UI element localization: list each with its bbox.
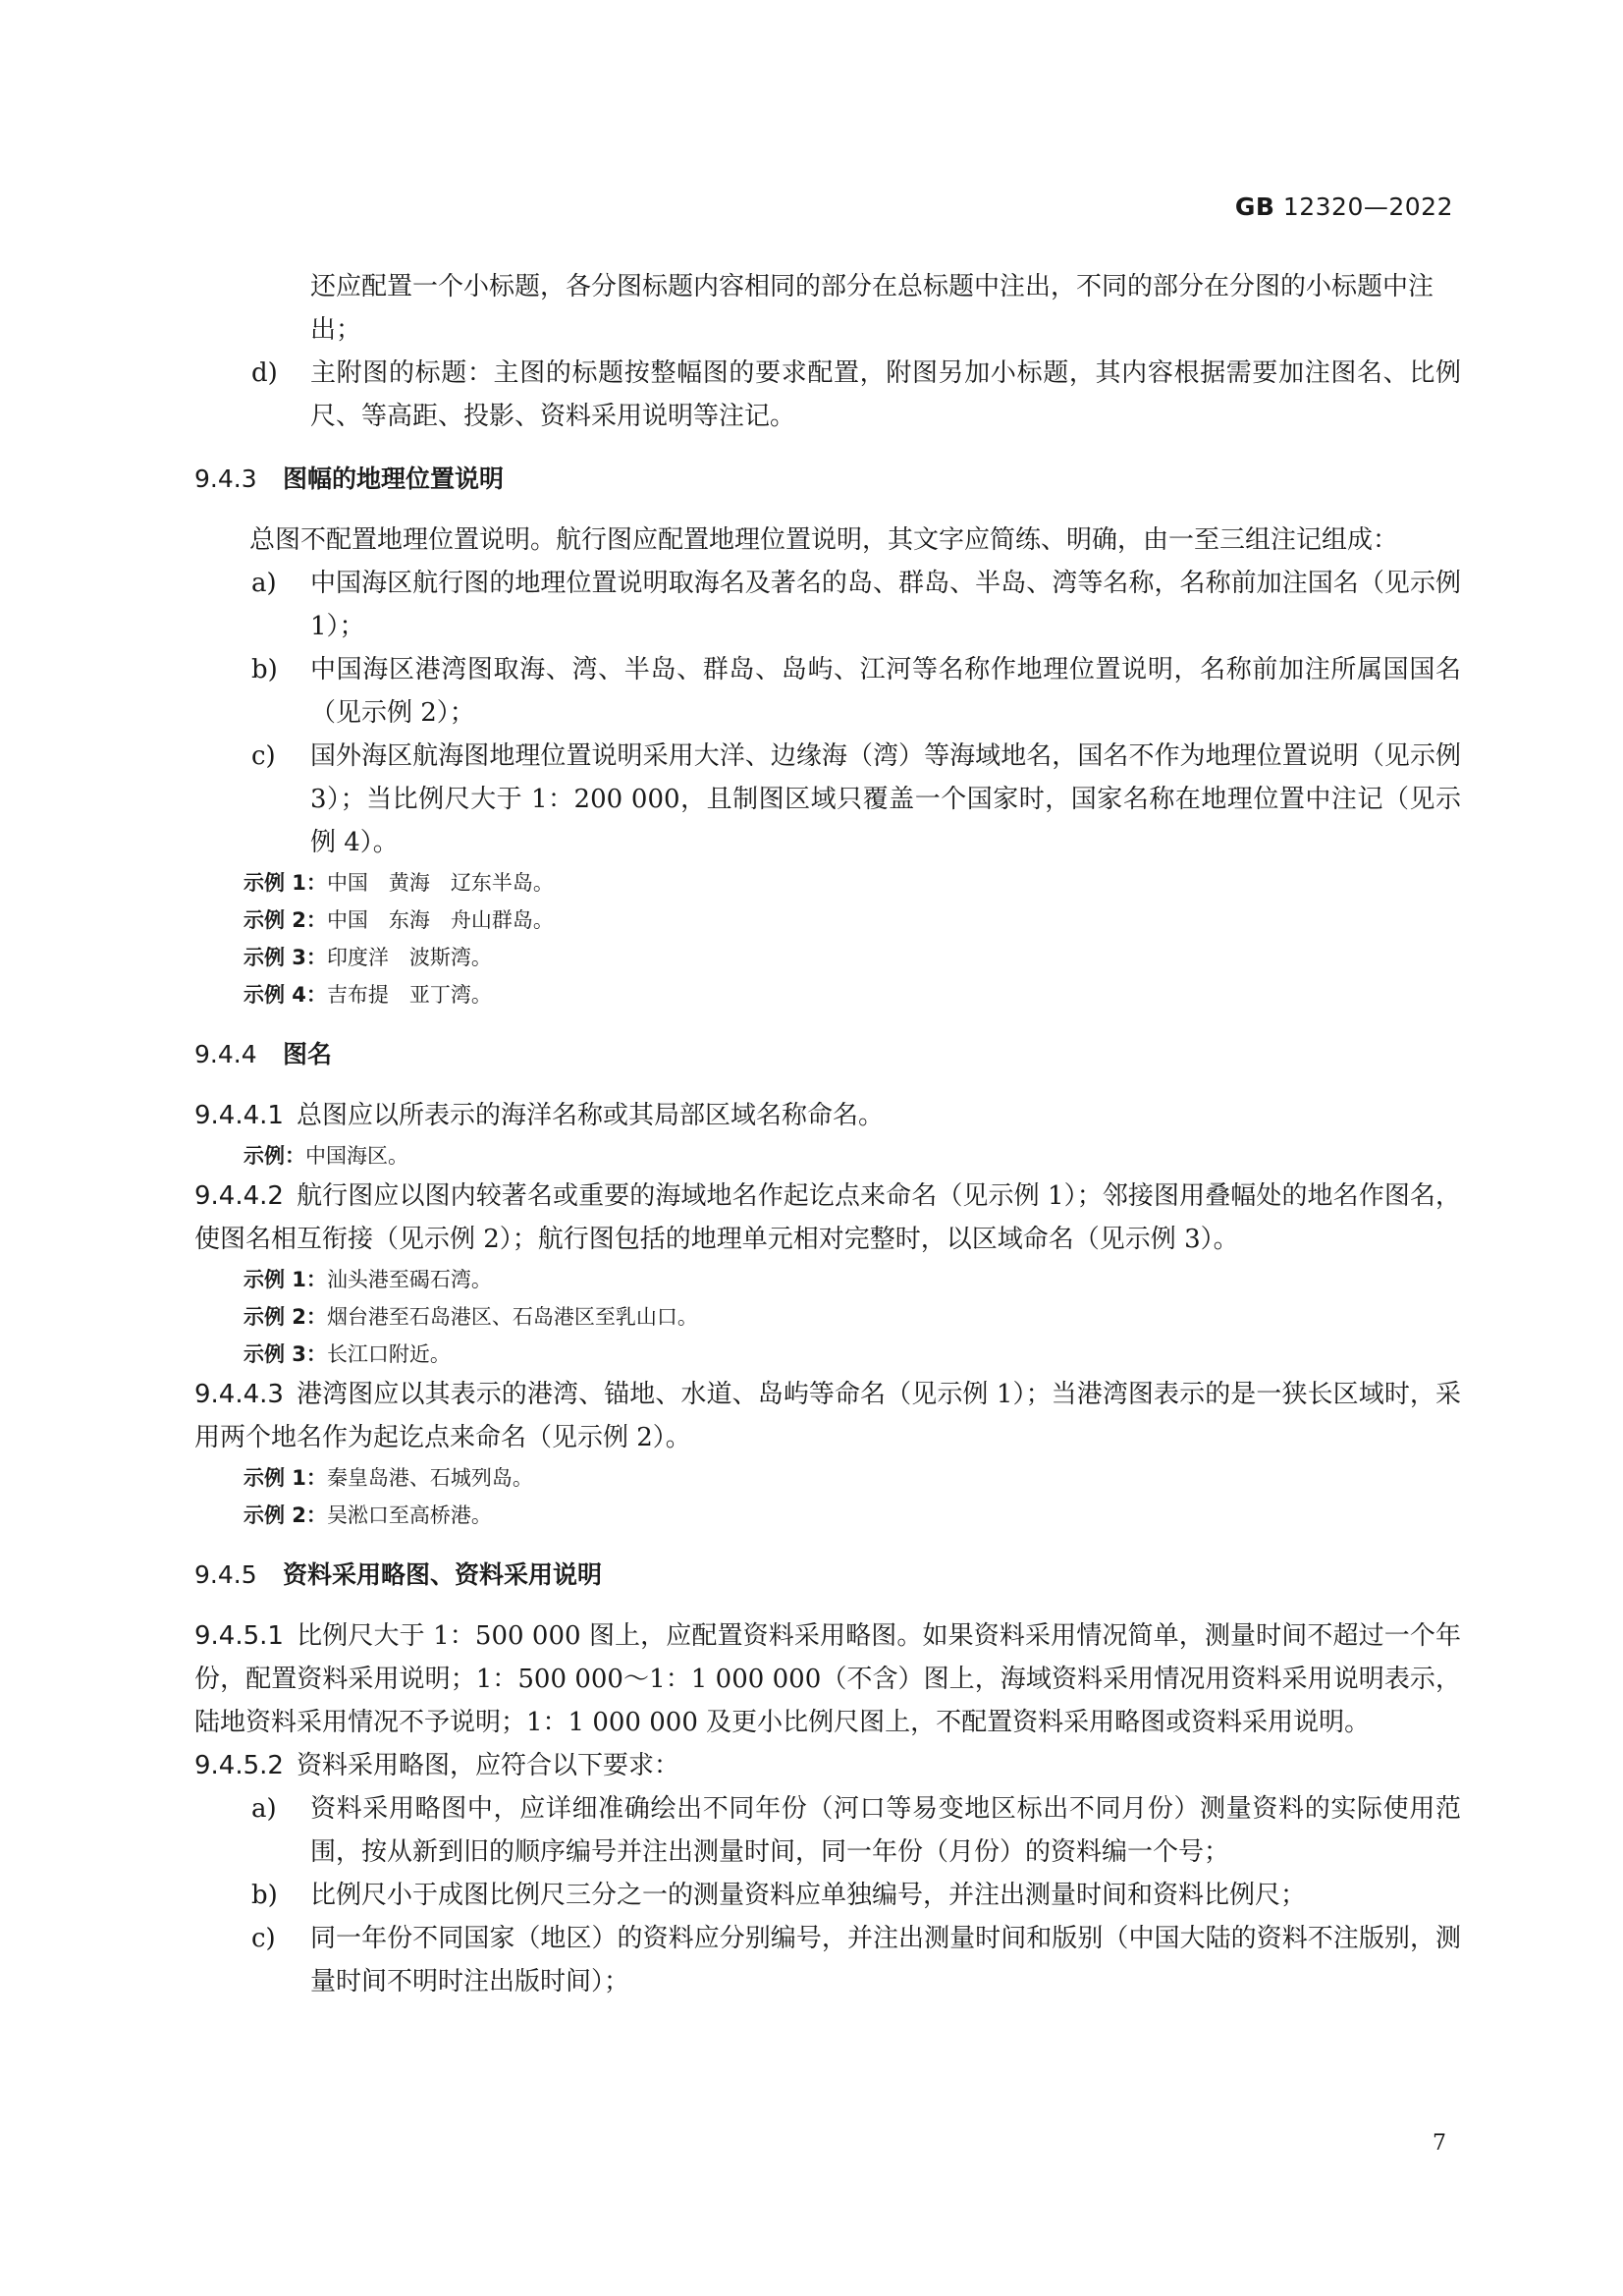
list-text: 主附图的标题：主图的标题按整幅图的要求配置，附图另加小标题，其内容根据需要加注图名、比例尺、等高距、投影、资料采用说明等注记。 bbox=[310, 358, 1461, 431]
example-tag: 示例 1： bbox=[243, 1466, 327, 1490]
example-tag: 示例 3： bbox=[243, 1342, 327, 1366]
clause-text: 资料采用略图，应符合以下要求： bbox=[297, 1751, 680, 1780]
example-text: 中国海区。 bbox=[305, 1144, 408, 1168]
example bbox=[194, 939, 1461, 976]
example-tag: 示例 4： bbox=[243, 983, 327, 1007]
example bbox=[194, 1459, 1461, 1497]
clause-number: 9.4.5.2 bbox=[194, 1751, 284, 1780]
section-title: 图幅的地理位置说明 bbox=[283, 465, 505, 493]
list-label: b) bbox=[251, 655, 278, 684]
section-title: 资料采用略图、资料采用说明 bbox=[283, 1560, 603, 1589]
example bbox=[194, 902, 1461, 939]
clause-9-4-4-2 bbox=[194, 1175, 1461, 1261]
code-prefix: GB bbox=[1234, 192, 1275, 221]
clause-number: 9.4.4.3 bbox=[194, 1380, 284, 1409]
example-text: 汕头港至碣石湾。 bbox=[326, 1268, 492, 1291]
clause-9-4-5-2 bbox=[194, 1744, 1461, 1787]
section-number: 9.4.4 bbox=[194, 1040, 257, 1068]
example bbox=[194, 1137, 1461, 1175]
example-tag: 示例 1： bbox=[243, 1268, 327, 1291]
clause-9-4-5-1 bbox=[194, 1614, 1461, 1744]
list-label: a) bbox=[251, 569, 277, 598]
example bbox=[194, 1261, 1461, 1298]
clause-9-4-4-3 bbox=[194, 1373, 1461, 1459]
list-label: a) bbox=[251, 1794, 277, 1824]
list-item bbox=[194, 1874, 1461, 1917]
clause-9-4-4-1 bbox=[194, 1094, 1461, 1137]
clause-number: 9.4.5.1 bbox=[194, 1621, 284, 1651]
list-label: c) bbox=[251, 1924, 276, 1953]
example bbox=[194, 976, 1461, 1013]
page-content bbox=[194, 265, 1461, 2003]
list-text: 资料采用略图中，应详细准确绘出不同年份（河口等易变地区标出不同月份）测量资料的实际使用范围，按从新到旧的顺序编号并注出测量时间，同一年份（月份）的资料编一个号； bbox=[310, 1794, 1461, 1867]
example-text: 烟台港至石岛港区、石岛港区至乳山口。 bbox=[326, 1305, 698, 1329]
list-item bbox=[194, 1787, 1461, 1874]
list-item bbox=[194, 648, 1461, 735]
example-text: 中国 东海 舟山群岛。 bbox=[326, 908, 554, 932]
example bbox=[194, 1336, 1461, 1373]
list-label: b) bbox=[251, 1881, 278, 1910]
paragraph: 总图不配置地理位置说明。航行图应配置地理位置说明，其文字应简练、明确，由一至三组注记组成： bbox=[249, 525, 1399, 555]
list-label: c) bbox=[251, 741, 276, 771]
section-title: 图名 bbox=[283, 1040, 333, 1068]
clause-number: 9.4.4.1 bbox=[194, 1101, 284, 1130]
example-text: 秦皇岛港、石城列岛。 bbox=[326, 1466, 533, 1490]
example-text: 印度洋 波斯湾。 bbox=[326, 946, 492, 969]
clause-text: 比例尺大于 1：500 000 图上，应配置资料采用略图。如果资料采用情况简单，测量时间不超过一个年份，配置资料采用说明；1：500 000～1：1 000 000（不含）图上，海域资料采用情况用资料采用说明表示，陆地资料采用情况不予说明；1：1 000 000 及更小比例尺图上，不配置资料采用略图或资料采用说明。 bbox=[194, 1621, 1461, 1737]
section-number: 9.4.3 bbox=[194, 465, 257, 493]
list-text: 同一年份不同国家（地区）的资料应分别编号，并注出测量时间和版别（中国大陆的资料不注版别，测量时间不明时注出版时间）； bbox=[310, 1924, 1461, 1996]
example bbox=[194, 864, 1461, 902]
example-tag: 示例 2： bbox=[243, 1503, 327, 1527]
example-text: 中国 黄海 辽东半岛。 bbox=[326, 871, 554, 895]
list-item-d bbox=[194, 352, 1461, 438]
list-item bbox=[194, 1917, 1461, 2003]
example bbox=[194, 1298, 1461, 1336]
example-tag: 示例 2： bbox=[243, 908, 327, 932]
clause-number: 9.4.4.2 bbox=[194, 1181, 284, 1211]
list-text: 比例尺小于成图比例尺三分之一的测量资料应单独编号，并注出测量时间和资料比例尺； bbox=[310, 1881, 1307, 1910]
page-number: 7 bbox=[1433, 2131, 1446, 2156]
example-text: 长江口附近。 bbox=[326, 1342, 451, 1366]
clause-text: 港湾图应以其表示的港湾、锚地、水道、岛屿等命名（见示例 1）；当港湾图表示的是一狭长区域时，采用两个地名作为起讫点来命名（见示例 2）。 bbox=[194, 1380, 1461, 1452]
example-text: 吴淞口至高桥港。 bbox=[326, 1503, 492, 1527]
list-text: 中国海区港湾图取海、湾、半岛、群岛、岛屿、江河等名称作地理位置说明，名称前加注所属国国名（见示例 2）； bbox=[310, 655, 1461, 728]
list-label: d) bbox=[251, 358, 278, 388]
example-text: 吉布提 亚丁湾。 bbox=[326, 983, 492, 1007]
list-text: 中国海区航行图的地理位置说明取海名及著名的岛、群岛、半岛、湾等名称，名称前加注国名（见示例 1）； bbox=[310, 569, 1461, 641]
example-tag: 示例 3： bbox=[243, 946, 327, 969]
example-tag: 示例 1： bbox=[243, 871, 327, 895]
clause-text: 航行图应以图内较著名或重要的海域地名作起讫点来命名（见示例 1）；邻接图用叠幅处的地名作图名，使图名相互衔接（见示例 2）；航行图包括的地理单元相对完整时，以区域命名（见示例 3）。 bbox=[194, 1181, 1461, 1254]
intro-continuation: 还应配置一个小标题，各分图标题内容相同的部分在总标题中注出，不同的部分在分图的小标题中注出； bbox=[310, 272, 1434, 345]
section-heading-9-4-4 bbox=[194, 1037, 1461, 1072]
section-heading-9-4-3 bbox=[194, 462, 1461, 497]
example bbox=[194, 1497, 1461, 1534]
example-tag: 示例： bbox=[243, 1144, 305, 1168]
list-item bbox=[194, 562, 1461, 648]
document-code bbox=[1235, 192, 1453, 221]
code-number: 12320—2022 bbox=[1282, 192, 1453, 221]
example-tag: 示例 2： bbox=[243, 1305, 327, 1329]
section-heading-9-4-5 bbox=[194, 1558, 1461, 1593]
list-item bbox=[194, 735, 1461, 864]
clause-text: 总图应以所表示的海洋名称或其局部区域名称命名。 bbox=[297, 1101, 885, 1130]
section-number: 9.4.5 bbox=[194, 1560, 257, 1589]
list-text: 国外海区航海图地理位置说明采用大洋、边缘海（湾）等海域地名，国名不作为地理位置说明（见示例 3）；当比例尺大于 1：200 000，且制图区域只覆盖一个国家时，国家名称在地理位置中注记（见示例 4）。 bbox=[310, 741, 1461, 857]
